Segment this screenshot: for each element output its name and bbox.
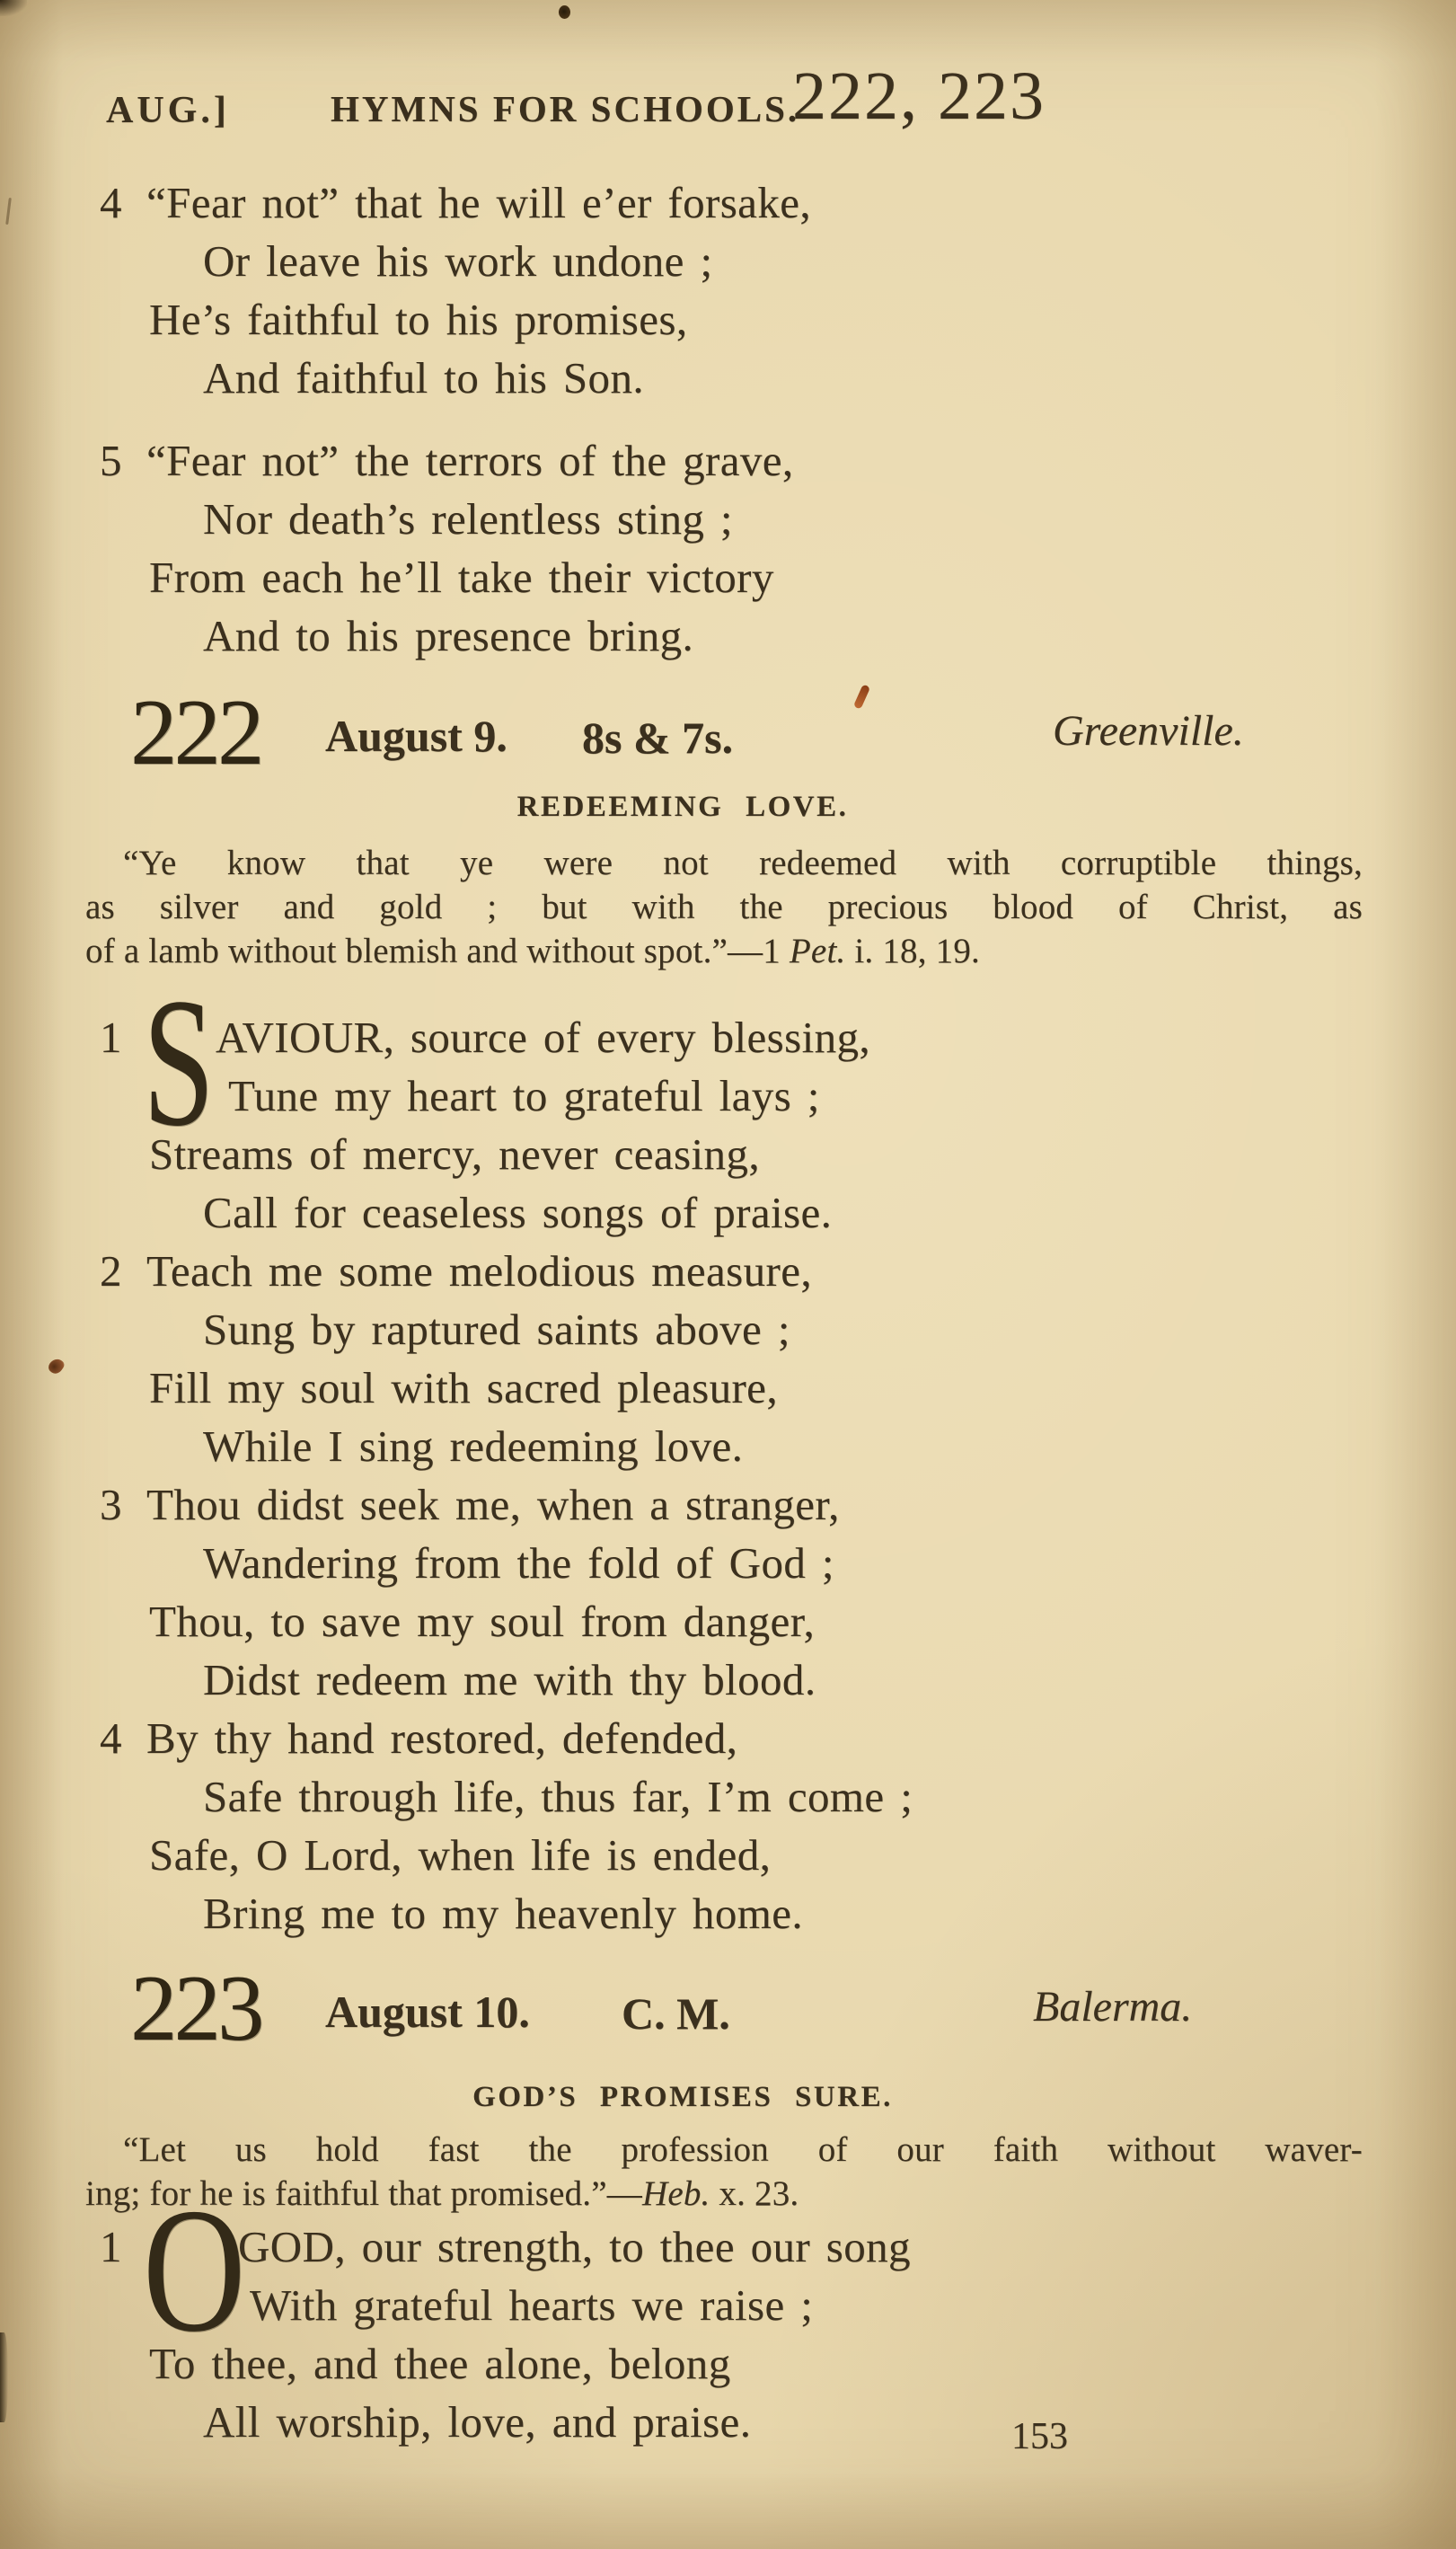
page-number: 153 <box>1011 2416 1068 2457</box>
verse-line: Thou didst seek me, when a stranger, <box>146 1480 840 1529</box>
hymn-date: August 10. <box>325 1987 530 2037</box>
verse-line: Didst redeem me with thy blood. <box>203 1655 816 1704</box>
verse-line: From each he’ll take their victory <box>149 553 774 602</box>
verse-line: AVIOUR, source of every blessing, <box>216 1013 871 1062</box>
quote-line: “Ye know that ye were not redeemed with corruptible things, <box>123 844 1363 882</box>
verse-line: All worship, love, and praise. <box>203 2397 752 2447</box>
header-book-title: HYMNS FOR SCHOOLS. <box>331 88 800 129</box>
hymn-topic: REDEEMING LOVE. <box>516 791 849 823</box>
verse-number: 2 <box>100 1246 122 1296</box>
hymn-verse <box>100 173 812 407</box>
scripture-quote <box>85 2128 1363 2216</box>
verse-number: 4 <box>100 1713 122 1763</box>
verse-line: Sung by raptured saints above ; <box>203 1305 790 1354</box>
ink-spot <box>559 5 570 19</box>
quote-line: ing; for he is faithful that promised.”—Heb. x. 23. <box>85 2174 799 2213</box>
verse-line: Safe through life, thus far, I’m come ; <box>203 1772 913 1821</box>
quote-line: as silver and gold ; but with the precious blood of Christ, as <box>85 888 1363 926</box>
verse-line: With grateful hearts we raise ; <box>250 2280 814 2330</box>
hymn-verse <box>100 1475 840 1709</box>
hymn-verse <box>100 431 794 665</box>
hymn-tune-name: Greenville. <box>1053 707 1244 755</box>
verse-line: Bring me to my heavenly home. <box>203 1889 804 1938</box>
verse-line: Streams of mercy, never ceasing, <box>149 1129 760 1179</box>
hymn-date: August 9. <box>325 711 507 761</box>
hymn-meter: C. M. <box>622 1988 730 2039</box>
verse-line: Nor death’s relentless sting ; <box>203 494 733 544</box>
verse-line: And to his presence bring. <box>203 611 694 660</box>
hymn-meter: 8s & 7s. <box>582 712 734 763</box>
verse-line: While I sing redeeming love. <box>203 1421 744 1471</box>
verse-number: 3 <box>100 1480 122 1529</box>
scripture-quote <box>85 841 1363 973</box>
scan-edge-shadow <box>0 0 27 16</box>
verse-line: Fill my soul with sacred pleasure, <box>149 1363 778 1412</box>
verse-line: He’s faithful to his promises, <box>149 295 688 344</box>
verse-number: 4 <box>100 178 122 227</box>
paper-scratch <box>5 198 12 225</box>
header-month: AUG.] <box>106 90 230 131</box>
verse-line: Teach me some melodious measure, <box>146 1246 813 1296</box>
scan-edge-shadow <box>0 2332 8 2422</box>
drop-cap: O <box>143 2172 246 2368</box>
scripture-reference: Pet. <box>789 932 846 970</box>
verse-line: “Fear not” that he will e’er forsake, <box>146 178 812 227</box>
verse-line: Tune my heart to grateful lays ; <box>228 1071 820 1120</box>
hymn-topic: GOD’S PROMISES SURE. <box>472 2081 893 2113</box>
verse-line: GOD, our strength, to thee our song <box>238 2222 911 2271</box>
verse-line: And faithful to his Son. <box>203 353 645 403</box>
verse-line: Wandering from the fold of God ; <box>203 1538 834 1588</box>
verse-number: 1 <box>100 2222 122 2271</box>
hymn-number: 222 <box>130 679 261 784</box>
verse-line: Or leave his work undone ; <box>203 236 713 286</box>
hymn-223-heading <box>0 1953 1456 2061</box>
drop-cap: S <box>143 960 216 1164</box>
quote-line: of a lamb without blemish and without spot.”—1 Pet. i. 18, 19. <box>85 932 980 970</box>
header-hymn-numbers: 222, 223 <box>792 58 1046 134</box>
red-ink-spot <box>46 1356 66 1376</box>
hymn-tune-name: Balerma. <box>1033 1983 1193 2031</box>
scripture-reference: Heb. <box>641 2174 710 2213</box>
hymn-verse <box>100 960 871 1242</box>
verse-line: By thy hand restored, defended, <box>146 1713 738 1763</box>
verse-line: Thou, to save my soul from danger, <box>149 1597 816 1646</box>
verse-line: Safe, O Lord, when life is ended, <box>149 1830 772 1880</box>
quote-line: “Let us hold fast the profession of our faith without waver- <box>123 2130 1363 2169</box>
verse-number: 5 <box>100 436 122 485</box>
verse-line: Call for ceaseless songs of praise. <box>203 1188 833 1237</box>
hymn-number: 223 <box>130 1955 261 2060</box>
hymn-verse <box>100 1242 813 1475</box>
hymn-verse <box>100 1709 913 1943</box>
verse-number: 1 <box>100 1013 122 1062</box>
hymn-222-heading <box>0 677 1456 785</box>
verse-line: To thee, and thee alone, belong <box>149 2339 731 2388</box>
verse-line: “Fear not” the terrors of the grave, <box>146 436 794 485</box>
